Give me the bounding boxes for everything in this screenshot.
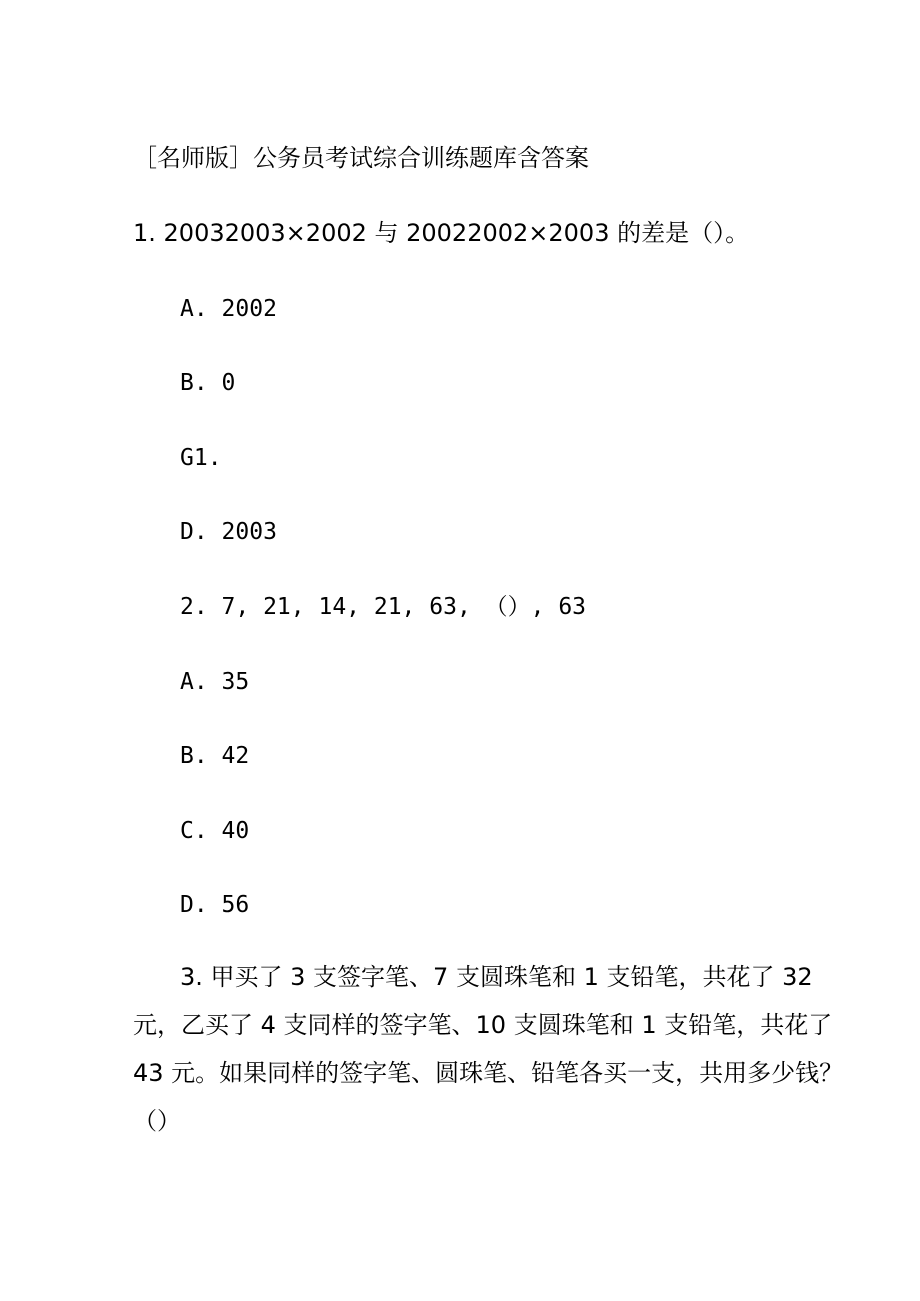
question-1-option-a: A. 2002	[180, 296, 277, 322]
question-1-stem: 1. 20032003×2002 与 20022002×2003 的差是（）。	[133, 219, 750, 247]
question-2-option-a: A. 35	[180, 669, 250, 695]
question-2-option-d: D. 56	[180, 892, 250, 918]
question-1-option-d: D. 2003	[180, 519, 277, 545]
question-1-option-c: G1.	[180, 445, 222, 471]
question-2-stem: 2. 7, 21, 14, 21, 63, （）, 63	[180, 594, 587, 620]
question-1-option-b: B. 0	[180, 370, 236, 396]
document-title: ［名师版］公务员考试综合训练题库含答案	[133, 144, 589, 172]
question-2-option-b: B. 42	[180, 743, 250, 769]
question-3-stem-line-2: 元，乙买了 4 支同样的签字笔、10 支圆珠笔和 1 支铅笔，共花了	[133, 1011, 833, 1039]
question-2-option-c: C. 40	[180, 818, 250, 844]
question-3-stem-line-1: 3. 甲买了 3 支签字笔、7 支圆珠笔和 1 支铅笔，共花了 32	[180, 963, 813, 991]
question-3-stem-line-3: 43 元。如果同样的签字笔、圆珠笔、铅笔各买一支，共用多少钱？	[133, 1059, 844, 1087]
question-3-answer-blank: （）	[133, 1107, 181, 1135]
